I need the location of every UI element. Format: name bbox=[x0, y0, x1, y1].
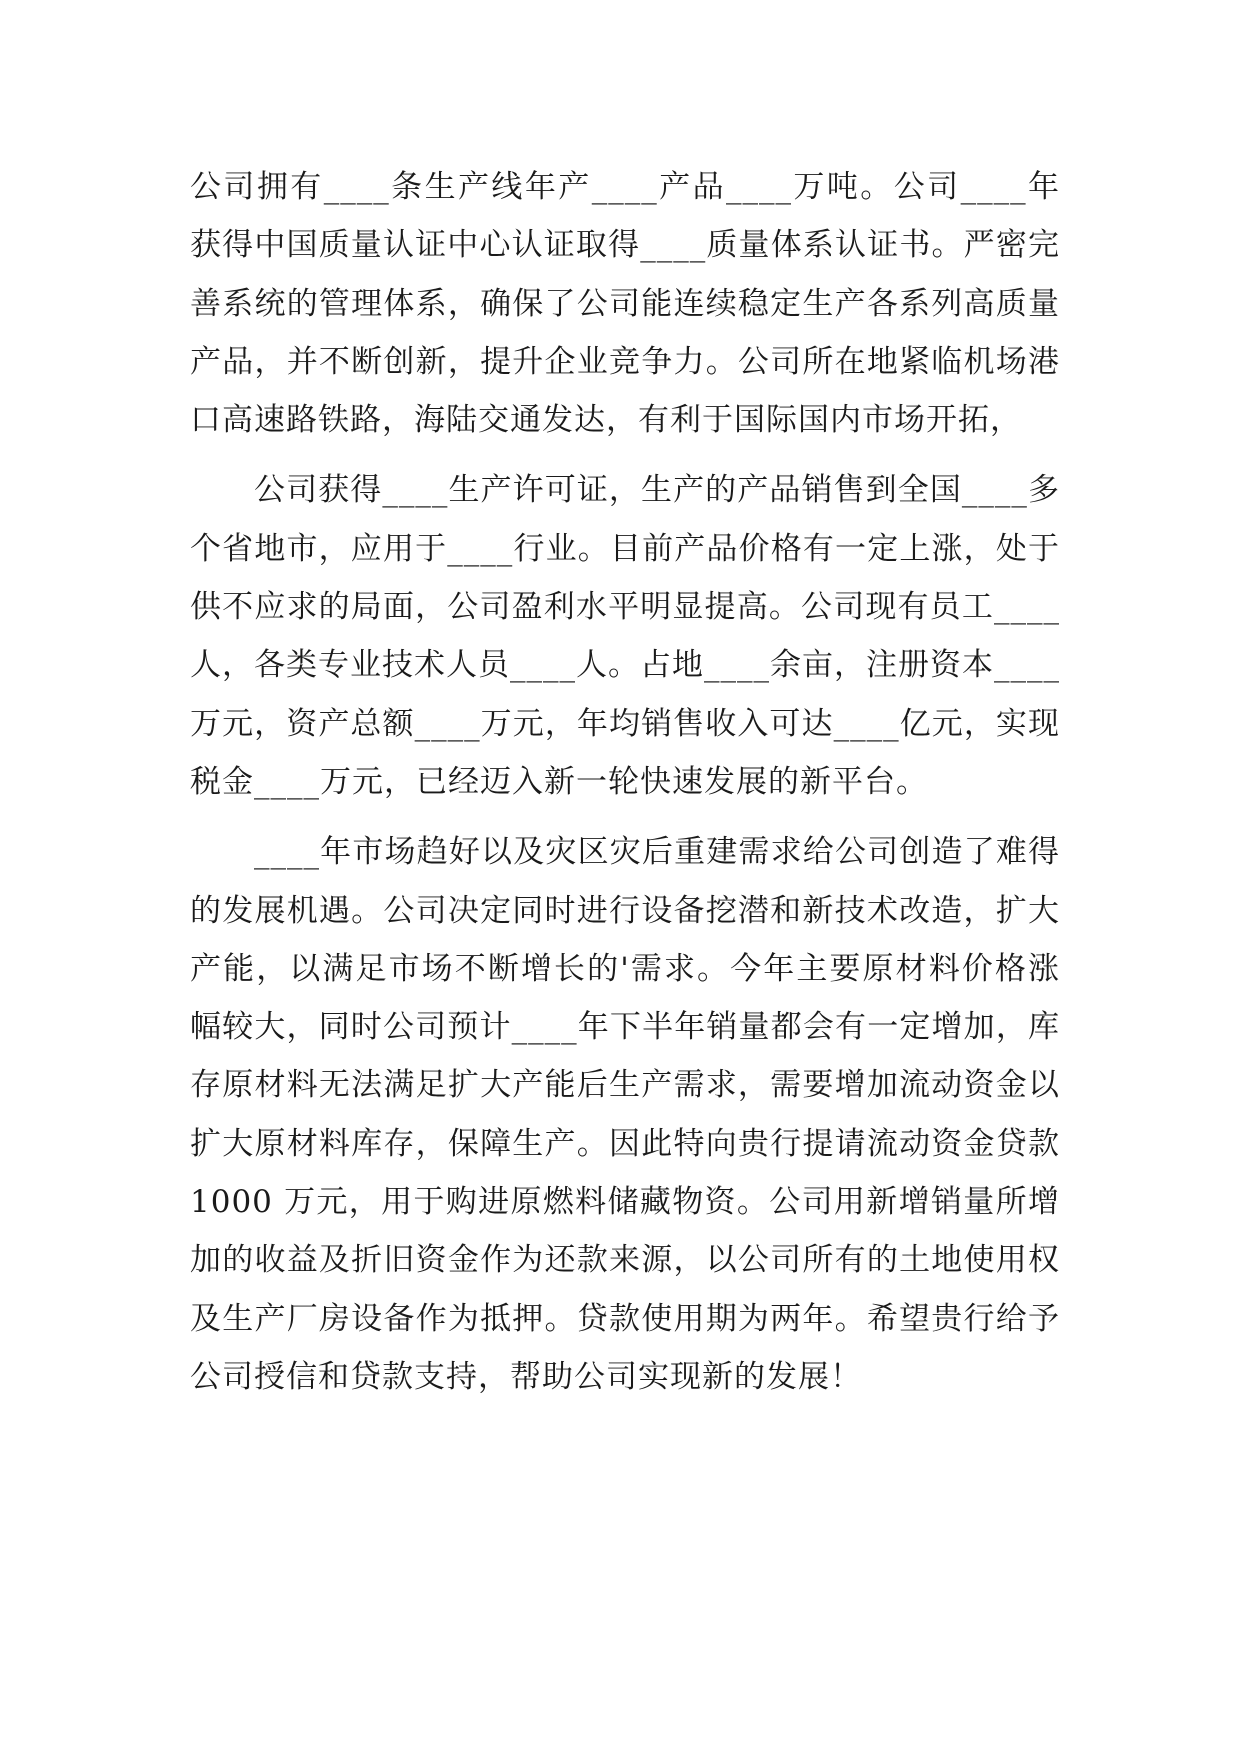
paragraph-company-scale: 公司获得____生产许可证，生产的产品销售到全国____多个省地市，应用于____行业。目前产品价格有一定上涨，处于供不应求的局面，公司盈利水平明显提高。公司现有员工____人，各类专业技术人员____人。占地____余亩，注册资本____万元，资产总额____万元，年均销售收入可达____亿元，实现税金____万元，已经迈入新一轮快速发展的新平台。 bbox=[190, 472, 1060, 800]
paragraph-company-overview: 公司拥有____条生产线年产____产品____万吨。公司____年获得中国质量认证中心认证取得____质量体系认证书。严密完善系统的管理体系，确保了公司能连续稳定生产各系列高质量产品，并不断创新，提升企业竞争力。公司所在地紧临机场港口高速路铁路，海陆交通发达，有利于国际国内市场开拓， bbox=[190, 169, 1060, 439]
paragraph-loan-request: ____年市场趋好以及灾区灾后重建需求给公司创造了难得的发展机遇。公司决定同时进行设备挖潜和新技术改造，扩大产能，以满足市场不断增长的'需求。今年主要原材料价格涨幅较大，同时公司预计____年下半年销量都会有一定增加，库存原材料无法满足扩大产能后生产需求，需要增加流动资金以扩大原材料库存，保障生产。因此特向贵行提请流动资金贷款 1000 万元，用于购进原燃料储藏物资。公司用新增销量所增加的收益及折旧资金作为还款来源，以公司所有的土地使用权及生产厂房设备作为抵押。贷款使用期为两年。希望贵行给予公司授信和贷款支持，帮助公司实现新的发展！ bbox=[190, 834, 1060, 1395]
document-body bbox=[190, 158, 1060, 1418]
